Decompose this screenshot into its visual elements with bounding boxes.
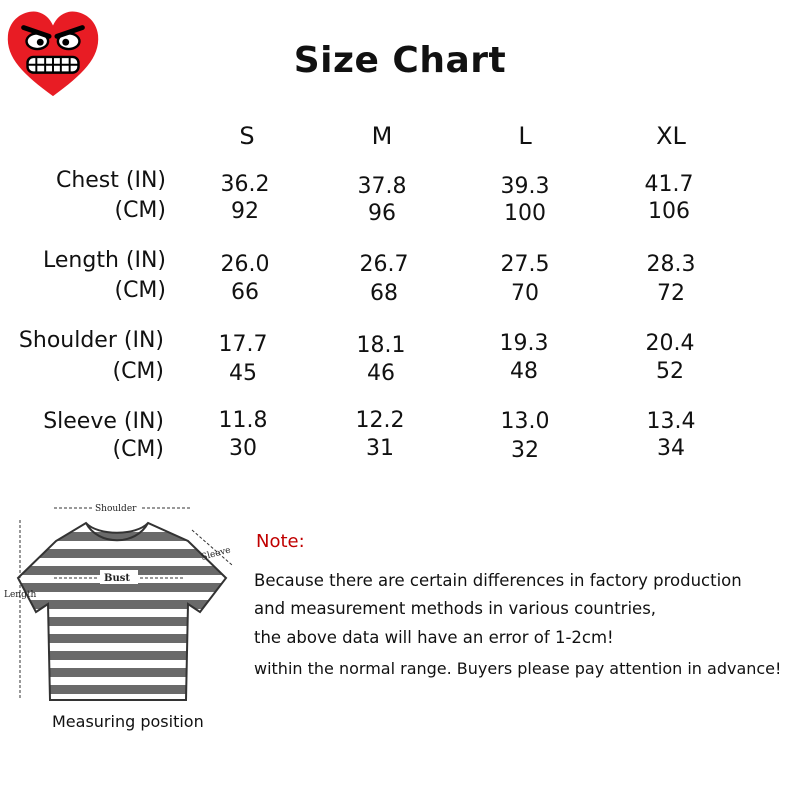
- sleeve-cm-m: 31: [366, 436, 394, 461]
- size-header-l: L: [518, 122, 532, 150]
- row-label-sleeve-cm: (CM): [112, 437, 164, 462]
- row-label-chest-cm: (CM): [114, 198, 166, 223]
- row-label-length-in: Length (IN): [43, 248, 166, 273]
- sleeve-in-m: 12.2: [355, 408, 405, 433]
- row-label-length-cm: (CM): [114, 278, 166, 303]
- sleeve-label: Sleeve: [200, 545, 232, 563]
- chest-cm-l: 100: [504, 201, 546, 226]
- note-line-3: the above data will have an error of 1-2cm!: [254, 628, 614, 647]
- length-in-l: 27.5: [500, 252, 550, 277]
- length-in-m: 26.7: [359, 252, 409, 277]
- shoulder-cm-l: 48: [510, 359, 538, 384]
- note-line-1: Because there are certain differences in factory production: [254, 571, 742, 590]
- length-cm-l: 70: [511, 281, 539, 306]
- sleeve-in-s: 11.8: [218, 408, 268, 433]
- tshirt-diagram: [0, 490, 250, 750]
- shoulder-in-l: 19.3: [499, 331, 549, 356]
- shoulder-in-s: 17.7: [218, 332, 268, 357]
- chest-in-m: 37.8: [357, 174, 407, 199]
- shoulder-cm-xl: 52: [656, 359, 684, 384]
- diagram-caption: Measuring position: [52, 712, 204, 731]
- row-label-shoulder-in: Shoulder (IN): [18, 328, 164, 353]
- length-label: Length: [4, 590, 37, 600]
- chest-cm-s: 92: [231, 199, 259, 224]
- chest-cm-xl: 106: [648, 199, 690, 224]
- length-cm-xl: 72: [657, 281, 685, 306]
- shoulder-cm-m: 46: [367, 361, 395, 386]
- size-header-xl: XL: [656, 122, 686, 150]
- sleeve-cm-xl: 34: [657, 436, 685, 461]
- sleeve-in-l: 13.0: [500, 409, 550, 434]
- row-label-chest-in: Chest (IN): [55, 168, 166, 193]
- length-in-s: 26.0: [220, 252, 270, 277]
- sleeve-cm-l: 32: [511, 438, 539, 463]
- bust-label: Bust: [104, 573, 130, 584]
- chest-cm-m: 96: [368, 201, 396, 226]
- size-header-s: S: [239, 122, 255, 150]
- sleeve-cm-s: 30: [229, 436, 257, 461]
- chest-in-s: 36.2: [220, 172, 270, 197]
- page-title: Size Chart: [293, 40, 507, 81]
- length-cm-s: 66: [231, 280, 259, 305]
- chest-in-xl: 41.7: [644, 172, 694, 197]
- shoulder-in-xl: 20.4: [645, 331, 695, 356]
- note-line-2: and measurement methods in various countries,: [254, 599, 657, 618]
- shoulder-label: Shoulder: [95, 504, 137, 514]
- row-label-shoulder-cm: (CM): [112, 359, 164, 384]
- shoulder-in-m: 18.1: [356, 333, 406, 358]
- note-line-4: within the normal range. Buyers please pay attention in advance!: [254, 659, 782, 678]
- length-cm-m: 68: [370, 281, 398, 306]
- length-in-xl: 28.3: [646, 252, 696, 277]
- size-header-m: M: [371, 122, 393, 150]
- shoulder-cm-s: 45: [229, 361, 257, 386]
- sleeve-in-xl: 13.4: [646, 409, 696, 434]
- chest-in-l: 39.3: [500, 174, 550, 199]
- note-label: Note:: [256, 531, 305, 552]
- row-label-sleeve-in: Sleeve (IN): [43, 409, 164, 434]
